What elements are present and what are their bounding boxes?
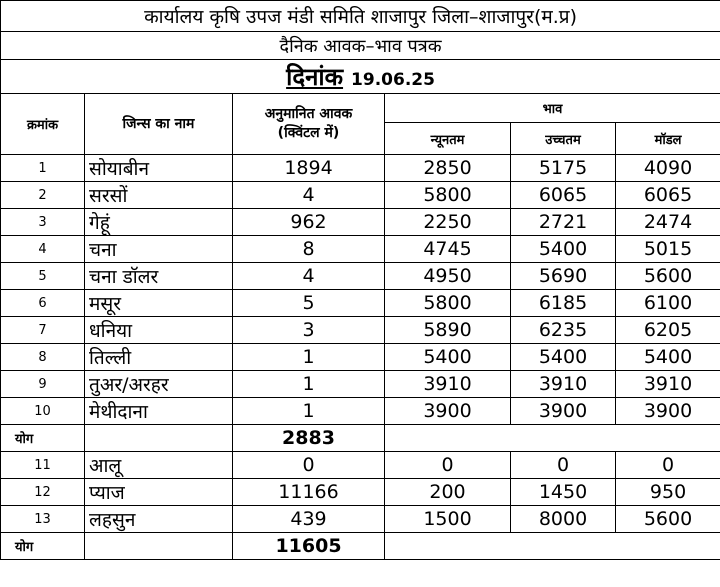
- commodity-cell: सरसों: [85, 182, 233, 209]
- min-price-cell: 2250: [385, 209, 511, 236]
- arrival-cell: 1: [233, 398, 385, 425]
- total-row: [1, 425, 720, 452]
- commodity-cell: धनिया: [85, 317, 233, 344]
- table-row: [1, 452, 720, 479]
- table-row: [1, 479, 720, 506]
- table-row: [1, 290, 720, 317]
- modal-price-cell: 5400: [616, 344, 720, 371]
- arrival-cell: 8: [233, 236, 385, 263]
- min-price-cell: 3910: [385, 371, 511, 398]
- table-row: [1, 236, 720, 263]
- commodity-cell: लहसुन: [85, 506, 233, 533]
- arrival-cell: 11166: [233, 479, 385, 506]
- table-row: [1, 182, 720, 209]
- total-row: [1, 533, 720, 560]
- commodity-cell: मसूर: [85, 290, 233, 317]
- max-price-cell: 5175: [511, 155, 616, 182]
- total-label: योग: [1, 533, 85, 560]
- serial-cell: 12: [1, 479, 85, 506]
- col-commodity: जिन्स का नाम: [85, 94, 233, 155]
- col-arrival: अनुमानित आवक (क्विंटल में): [233, 94, 385, 155]
- serial-cell: 4: [1, 236, 85, 263]
- arrival-cell: 0: [233, 452, 385, 479]
- max-price-cell: 5690: [511, 263, 616, 290]
- table-row: [1, 155, 720, 182]
- serial-cell: 8: [1, 344, 85, 371]
- arrival-cell: 1894: [233, 155, 385, 182]
- total-value: 11605: [233, 533, 385, 560]
- modal-price-cell: 5600: [616, 263, 720, 290]
- serial-cell: 11: [1, 452, 85, 479]
- modal-price-cell: 6065: [616, 182, 720, 209]
- col-price: भाव: [385, 94, 720, 123]
- max-price-cell: 6235: [511, 317, 616, 344]
- col-max: उच्चतम: [511, 123, 616, 155]
- date-value: 19.06.25: [351, 70, 435, 90]
- commodity-cell: चना डॉलर: [85, 263, 233, 290]
- serial-cell: 1: [1, 155, 85, 182]
- table-row: [1, 263, 720, 290]
- sheet-subtitle: दैनिक आवक–भाव पत्रक: [1, 32, 720, 60]
- arrival-cell: 1: [233, 344, 385, 371]
- arrival-cell: 3: [233, 317, 385, 344]
- commodity-cell: चना: [85, 236, 233, 263]
- max-price-cell: 3900: [511, 398, 616, 425]
- serial-cell: 6: [1, 290, 85, 317]
- serial-cell: 9: [1, 371, 85, 398]
- table-row: [1, 398, 720, 425]
- commodity-cell: मेथीदाना: [85, 398, 233, 425]
- min-price-cell: 5800: [385, 182, 511, 209]
- arrival-cell: 4: [233, 182, 385, 209]
- serial-cell: 10: [1, 398, 85, 425]
- empty-cell: [85, 425, 233, 452]
- empty-cell: [385, 425, 720, 452]
- modal-price-cell: 5015: [616, 236, 720, 263]
- max-price-cell: 0: [511, 452, 616, 479]
- table-row: [1, 344, 720, 371]
- commodity-cell: तुअर/अरहर: [85, 371, 233, 398]
- min-price-cell: 1500: [385, 506, 511, 533]
- max-price-cell: 6185: [511, 290, 616, 317]
- modal-price-cell: 6100: [616, 290, 720, 317]
- col-min: न्यूनतम: [385, 123, 511, 155]
- min-price-cell: 0: [385, 452, 511, 479]
- serial-cell: 3: [1, 209, 85, 236]
- modal-price-cell: 3900: [616, 398, 720, 425]
- date-row: [1, 60, 720, 94]
- table-row: [1, 371, 720, 398]
- modal-price-cell: 3910: [616, 371, 720, 398]
- arrival-cell: 439: [233, 506, 385, 533]
- modal-price-cell: 2474: [616, 209, 720, 236]
- total-label: योग: [1, 425, 85, 452]
- min-price-cell: 200: [385, 479, 511, 506]
- serial-cell: 5: [1, 263, 85, 290]
- max-price-cell: 2721: [511, 209, 616, 236]
- date-label: दिनांक: [286, 63, 344, 91]
- modal-price-cell: 4090: [616, 155, 720, 182]
- min-price-cell: 5800: [385, 290, 511, 317]
- arrival-cell: 5: [233, 290, 385, 317]
- arrival-cell: 962: [233, 209, 385, 236]
- modal-price-cell: 0: [616, 452, 720, 479]
- commodity-cell: गेहूं: [85, 209, 233, 236]
- modal-price-cell: 5600: [616, 506, 720, 533]
- col-serial: क्रमांक: [1, 94, 85, 155]
- max-price-cell: 3910: [511, 371, 616, 398]
- commodity-cell: तिल्ली: [85, 344, 233, 371]
- min-price-cell: 5890: [385, 317, 511, 344]
- max-price-cell: 8000: [511, 506, 616, 533]
- min-price-cell: 4745: [385, 236, 511, 263]
- commodity-cell: आलू: [85, 452, 233, 479]
- modal-price-cell: 950: [616, 479, 720, 506]
- col-modal: मॉडल: [616, 123, 720, 155]
- arrival-cell: 4: [233, 263, 385, 290]
- max-price-cell: 5400: [511, 236, 616, 263]
- min-price-cell: 2850: [385, 155, 511, 182]
- empty-cell: [385, 533, 720, 560]
- arrival-cell: 1: [233, 371, 385, 398]
- serial-cell: 13: [1, 506, 85, 533]
- table-row: [1, 317, 720, 344]
- max-price-cell: 5400: [511, 344, 616, 371]
- max-price-cell: 6065: [511, 182, 616, 209]
- max-price-cell: 1450: [511, 479, 616, 506]
- commodity-cell: प्याज: [85, 479, 233, 506]
- table-row: [1, 506, 720, 533]
- serial-cell: 2: [1, 182, 85, 209]
- office-title: कार्यालय कृषि उपज मंडी समिति शाजापुर जिला–शाजापुर(म.प्र): [1, 1, 720, 32]
- modal-price-cell: 6205: [616, 317, 720, 344]
- table-row: [1, 209, 720, 236]
- min-price-cell: 3900: [385, 398, 511, 425]
- total-value: 2883: [233, 425, 385, 452]
- empty-cell: [85, 533, 233, 560]
- min-price-cell: 5400: [385, 344, 511, 371]
- serial-cell: 7: [1, 317, 85, 344]
- commodity-cell: सोयाबीन: [85, 155, 233, 182]
- min-price-cell: 4950: [385, 263, 511, 290]
